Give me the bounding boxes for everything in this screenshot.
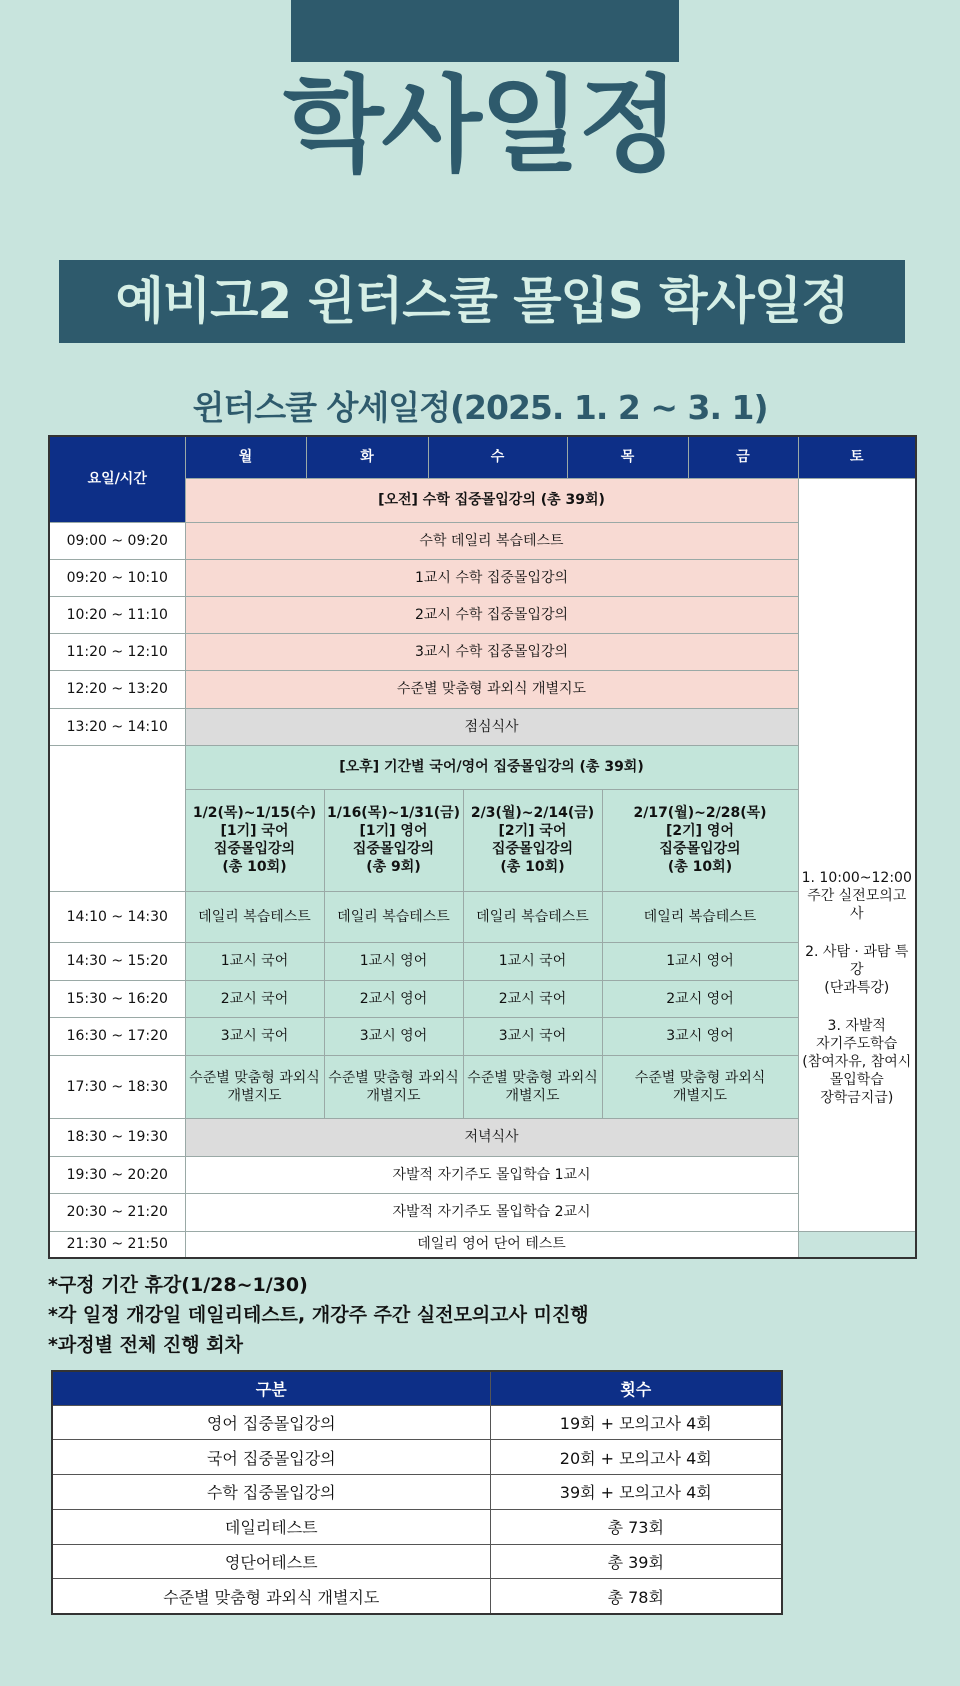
count-value: 총 73회: [490, 1509, 782, 1544]
day-mon: 월: [185, 436, 306, 478]
schedule-cell: 데일리 복습테스트: [324, 891, 463, 942]
time-cell: 15:30 ~ 16:20: [49, 980, 185, 1017]
count-category: 수준별 맞춤형 과외식 개별지도: [52, 1579, 490, 1614]
sat-item2-line1: 2. 사탐 · 과탐 특강: [805, 943, 909, 978]
schedule-cell: 1교시 영어: [324, 942, 463, 980]
schedule-cell: 3교시 영어: [324, 1017, 463, 1055]
schedule-cell: 데일리 영어 단어 테스트: [185, 1231, 798, 1258]
count-category: 데일리테스트: [52, 1509, 490, 1544]
schedule-cell: 3교시 수학 집중몰입강의: [185, 633, 798, 670]
sat-item3-line5: 장학금지급): [820, 1089, 894, 1106]
time-cell: 20:30 ~ 21:20: [49, 1193, 185, 1231]
schedule-cell: 데일리 복습테스트: [463, 891, 602, 942]
schedule-cell: 1교시 영어: [602, 942, 798, 980]
count-category: 수학 집중몰입강의: [52, 1475, 490, 1510]
table-row: [49, 1231, 916, 1258]
schedule-cell: 2교시 국어: [463, 980, 602, 1017]
day-wed: 수: [428, 436, 567, 478]
sat-item3-line1: 3. 자발적: [827, 1017, 886, 1034]
schedule-cell: 3교시 국어: [185, 1017, 324, 1055]
schedule-cell: 자발적 자기주도 몰입학습 2교시: [185, 1193, 798, 1231]
time-cell: 21:30 ~ 21:50: [49, 1231, 185, 1258]
day-sat: 토: [798, 436, 916, 478]
morning-section-title: [오전] 수학 집중몰입강의 (총 39회): [185, 478, 798, 522]
time-cell: 11:20 ~ 12:10: [49, 633, 185, 670]
notes: [48, 1270, 908, 1360]
count-category: 국어 집중몰입강의: [52, 1440, 490, 1475]
table-row: [49, 1156, 916, 1193]
count-value: 총 78회: [490, 1579, 782, 1614]
count-value: 20회 + 모의고사 4회: [490, 1440, 782, 1475]
sat-item3-line2: 자기주도학습: [816, 1035, 898, 1052]
time-cell: 13:20 ~ 14:10: [49, 708, 185, 745]
term-cell-2: 1/16(목)~1/31(금) [1기] 영어 집중몰입강의 (총 9회): [324, 789, 463, 891]
term-cell-1: 1/2(목)~1/15(수) [1기] 국어 집중몰입강의 (총 10회): [185, 789, 324, 891]
time-cell: 10:20 ~ 11:10: [49, 596, 185, 633]
schedule-cell: 수학 데일리 복습테스트: [185, 522, 798, 559]
day-header-row: [49, 436, 916, 478]
count-header-row: [52, 1371, 782, 1405]
count-category: 영어 집중몰입강의: [52, 1405, 490, 1440]
table-row: [49, 1193, 916, 1231]
time-cell: 14:30 ~ 15:20: [49, 942, 185, 980]
schedule-cell: 3교시 국어: [463, 1017, 602, 1055]
schedule-cell: 1교시 수학 집중몰입강의: [185, 559, 798, 596]
dinner-row: [49, 1118, 916, 1156]
empty-time-cell: [49, 745, 185, 891]
table-row: [49, 559, 916, 596]
table-row: [49, 1017, 916, 1055]
day-tue: 화: [306, 436, 428, 478]
lunch-cell: 점심식사: [185, 708, 798, 745]
sat-item1-line1: 1. 10:00~12:00: [801, 869, 912, 886]
saturday-note: [798, 478, 916, 1231]
table-row: [52, 1509, 782, 1544]
day-thu: 목: [567, 436, 688, 478]
schedule-table: [48, 435, 917, 1259]
program-banner: 예비고2 윈터스쿨 몰입S 학사일정: [59, 260, 905, 343]
dinner-cell: 저녁식사: [185, 1118, 798, 1156]
count-header-times: 횟수: [490, 1371, 782, 1405]
schedule-cell: 2교시 영어: [602, 980, 798, 1017]
schedule-cell: 데일리 복습테스트: [185, 891, 324, 942]
day-fri: 금: [688, 436, 798, 478]
schedule-cell: 2교시 국어: [185, 980, 324, 1017]
time-cell: 19:30 ~ 20:20: [49, 1156, 185, 1193]
schedule-cell: 1교시 국어: [463, 942, 602, 980]
time-cell: 14:10 ~ 14:30: [49, 891, 185, 942]
time-cell: 09:00 ~ 09:20: [49, 522, 185, 559]
schedule-cell: 수준별 맞춤형 과외식 개별지도: [185, 1055, 324, 1118]
schedule-cell: 2교시 영어: [324, 980, 463, 1017]
table-row: [52, 1579, 782, 1614]
note-holiday: *구정 기간 휴강(1/28~1/30): [48, 1274, 308, 1296]
time-cell: 12:20 ~ 13:20: [49, 670, 185, 708]
top-decor-bar: [291, 0, 679, 62]
schedule-cell: 데일리 복습테스트: [602, 891, 798, 942]
sat-item3-line4: 몰입학습: [829, 1071, 884, 1088]
time-cell: 18:30 ~ 19:30: [49, 1118, 185, 1156]
schedule-cell: 3교시 영어: [602, 1017, 798, 1055]
count-value: 39회 + 모의고사 4회: [490, 1475, 782, 1510]
time-cell: 16:30 ~ 17:20: [49, 1017, 185, 1055]
schedule-subtitle: 윈터스쿨 상세일정(2025. 1. 2 ~ 3. 1): [192, 388, 768, 427]
note-total-sessions: *과정별 전체 진행 회차: [48, 1334, 243, 1356]
time-cell: 09:20 ~ 10:10: [49, 559, 185, 596]
schedule-cell: 1교시 국어: [185, 942, 324, 980]
lunch-row: [49, 708, 916, 745]
sat-item1-line2: 주간 실전모의고사: [807, 887, 907, 922]
schedule-cell: 수준별 맞춤형 과외식 개별지도: [463, 1055, 602, 1118]
term-cell-4: 2/17(월)~2/28(목) [2기] 영어 집중몰입강의 (총 10회): [602, 789, 798, 891]
table-row: [49, 942, 916, 980]
schedule-cell: 자발적 자기주도 몰입학습 1교시: [185, 1156, 798, 1193]
schedule-cell: 수준별 맞춤형 과외식 개별지도: [602, 1055, 798, 1118]
page-title: 학사일정: [283, 64, 677, 186]
count-value: 19회 + 모의고사 4회: [490, 1405, 782, 1440]
sat-item2-line2: (단과특강): [824, 979, 890, 996]
corner-header: 요일/시간: [49, 436, 185, 522]
table-row: [49, 596, 916, 633]
schedule-cell: 수준별 맞춤형 과외식 개별지도: [185, 670, 798, 708]
table-row: [52, 1544, 782, 1579]
table-row: [49, 891, 916, 942]
term-cell-3: 2/3(월)~2/14(금) [2기] 국어 집중몰입강의 (총 10회): [463, 789, 602, 891]
table-row: [49, 522, 916, 559]
table-row: [52, 1405, 782, 1440]
note-first-day: *각 일정 개강일 데일리테스트, 개강주 주간 실전모의고사 미진행: [48, 1304, 589, 1326]
schedule-cell: 수준별 맞춤형 과외식 개별지도: [324, 1055, 463, 1118]
table-row: [49, 980, 916, 1017]
time-cell: 17:30 ~ 18:30: [49, 1055, 185, 1118]
tutoring-row: [49, 1055, 916, 1118]
count-header-category: 구분: [52, 1371, 490, 1405]
table-row: [49, 633, 916, 670]
afternoon-section-title: [오후] 기간별 국어/영어 집중몰입강의 (총 39회): [185, 745, 798, 789]
count-value: 총 39회: [490, 1544, 782, 1579]
table-row: [49, 670, 916, 708]
table-row: [52, 1475, 782, 1510]
count-category: 영단어테스트: [52, 1544, 490, 1579]
sat-item3-line3: (참여자유, 참여시: [802, 1053, 912, 1070]
session-count-table: [51, 1370, 783, 1615]
schedule-cell: 2교시 수학 집중몰입강의: [185, 596, 798, 633]
table-row: [52, 1440, 782, 1475]
